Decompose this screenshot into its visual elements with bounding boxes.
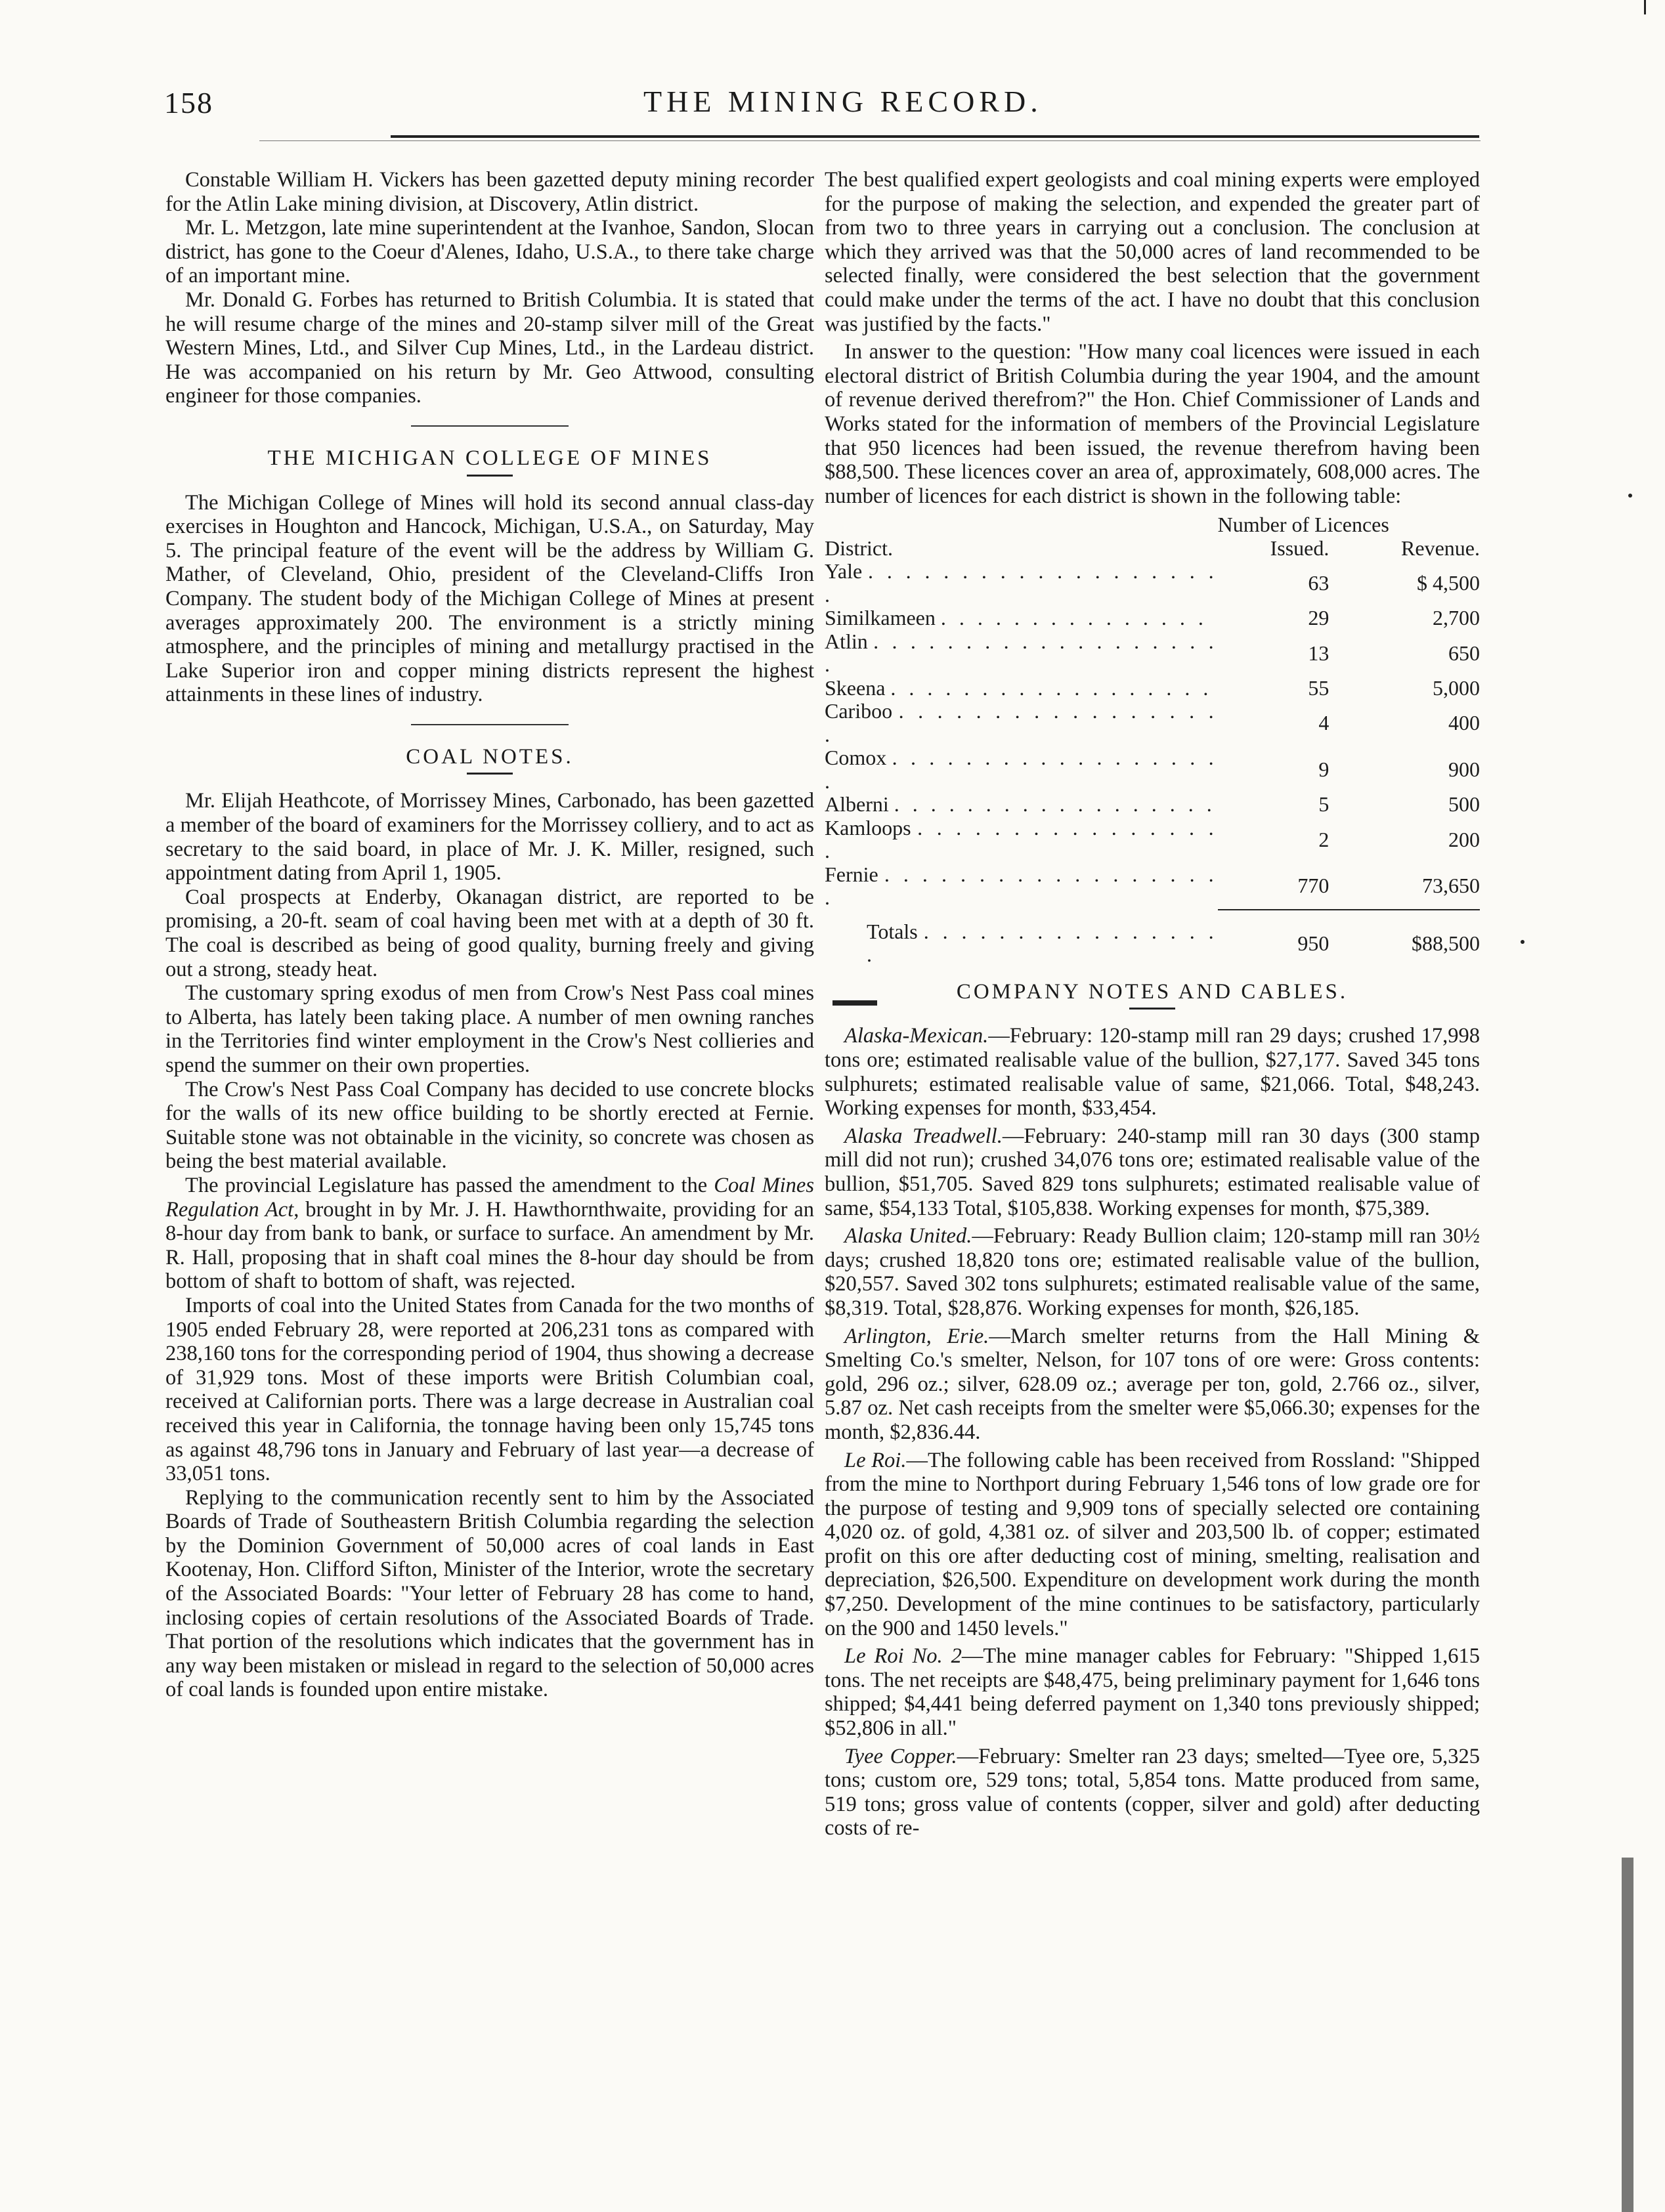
district-name: Kamloops (825, 815, 911, 840)
paragraph-metzgon: Mr. L. Metzgon, late mine superintendent at the Ivanhoe, Sandon, Slocan district, has gone to the Coeur d'Alenes, Idaho, U.S.A., to there take charge of an important mine. (165, 216, 814, 288)
company-text: —The mine manager cables for February: "Shipped 1,615 tons. The net receipts are $48,475, being preliminary payment for 1,646 tons shipped; $4,441 being deferred payment on 1,340 tons previously shipped; $52,806 in all." (825, 1644, 1480, 1741)
text-run: The provincial Legislature has passed the amendment to the (185, 1173, 714, 1197)
company-item (825, 1644, 1480, 1740)
right-column (825, 168, 1480, 1840)
table-row (825, 793, 1480, 817)
district-name: Atlin (825, 629, 868, 653)
issued-cell: 63 (1308, 571, 1330, 595)
leader-dots: . . . . . . . . . . . . . . . . . . . . (825, 629, 1218, 677)
company-name: Alaska Treadwell. (844, 1124, 1003, 1148)
revenue-cell: 2,700 (1433, 606, 1480, 630)
issued-cell: 2 (1318, 827, 1330, 851)
header-number-of-licences: Number of Licences (1217, 513, 1389, 537)
company-name: Le Roi. (844, 1448, 907, 1472)
paragraph-legislature (165, 1174, 814, 1294)
revenue-cell: $ 4,500 (1417, 571, 1480, 595)
page-number: 158 (164, 86, 213, 119)
company-text: —February: Smelter ran 23 days; smelted—Tyee ore, 5,325 tons; custom ore, 529 tons; total, 5,854 tons. Matte produced from same, 519 tons; gross value of contents (copper, silver and gold) after deducting costs of re- (825, 1744, 1480, 1840)
table-row (825, 677, 1480, 700)
company-text: —March smelter returns from the Hall Mining & Smelting Co.'s smelter, Nelson, for 107 tons of ore were: Gross contents: gold, 296 oz.; silver, 628.09 oz.; average per ton, gold, 2.766 oz., silver, 5.87 oz. Net cash receipts from the smelter were $5,066.30; expenses for the month, $2,836.44. (825, 1324, 1480, 1444)
paragraph-continuation: The best qualified expert geologists and coal mining experts were employed for the purpose of making the selection, and expended the greater part of from two to three years in carrying out a conclusion. The conclusion at which they arrived was that the 50,000 acres of land recommended to be selected finally, were considered the best selection that the government could make under the terms of the act. I have no doubt that this conclusion was justified by the facts." (825, 168, 1480, 336)
district-cell (825, 630, 1218, 677)
section-divider (411, 724, 569, 725)
district-cell (825, 746, 1218, 793)
company-item (825, 1325, 1480, 1445)
totals-label: Totals (867, 919, 918, 943)
district-name: Fernie (825, 862, 878, 886)
company-notes-title: COMPANY NOTES AND CABLES. (956, 979, 1349, 1004)
district-cell (825, 863, 1218, 910)
margin-mark-low (1521, 940, 1524, 944)
issued-cell: 770 (1218, 863, 1330, 910)
licence-table (825, 513, 1480, 967)
title-rule (467, 773, 513, 775)
paragraph-vickers: Constable William H. Vickers has been gazetted deputy mining recorder for the Atlin Lake mining division, at Discovery, Atlin district. (165, 168, 814, 216)
section-divider (411, 425, 569, 427)
company-name: Arlington, Erie. (844, 1324, 989, 1348)
paragraph-sifton: Replying to the communication recently sent to him by the Associated Boards of Trade of Southeastern British Columbia regarding the selection by the Dominion Government of 50,000 acres of coal lands in East Kootenay, Hon. Clifford Sifton, Minister of the Interior, wrote the secretary of the Associated Boards: "Your letter of February 28 has come to hand, inclosing copies of certain resolutions of the Associated Boards of Trade. That portion of the resolutions which indicates that the government has in any way been mistaken or mislead in regard to the selection of 50,000 acres of coal lands is founded upon entire mistake. (165, 1485, 814, 1702)
leader-dots: . . . . . . . . . . . . . . . . . . . (825, 862, 1218, 910)
company-name: Tyee Copper. (844, 1744, 957, 1768)
district-cell (825, 817, 1218, 863)
paragraph-licences: In answer to the question: "How many coal licences were issued in each electoral district of British Columbia during the year 1904, and the amount of revenue derived therefrom?" the Hon. Chief Commissioner of Lands and Works stated for the information of members of the Provincial Legislature that 950 licences had been issued, the revenue therefrom having been $88,500. These licences cover an area of, approximately, 608,000 acres. The number of licences for each district is shown in the following table: (825, 340, 1480, 508)
company-item (825, 1745, 1480, 1840)
revenue-cell: 500 (1448, 792, 1480, 817)
michigan-title: THE MICHIGAN COLLEGE OF MINES (267, 446, 712, 470)
totals-cell (825, 910, 1218, 967)
table-row (825, 700, 1480, 746)
paragraph-michigan: The Michigan College of Mines will hold its second annual class-day exercises in Houghton and Hancock, Michigan, U.S.A., on Saturday, May 5. The principal feature of the event will be the address by William G. Mather, of Cleveland, Ohio, president of the Cleveland-Cliffs Iron Company. The student body of the Michigan College of Mines at present averages approximately 200. The environment is a strictly mining atmosphere, and the principles of mining and metallurgy practised in the Lake Superior iron and copper mining districts represent the highest attainments in these lines of industry. (165, 490, 814, 707)
company-name: Alaska United. (844, 1224, 972, 1248)
district-name: Alberni (825, 792, 889, 817)
revenue-cell: 400 (1448, 711, 1480, 735)
company-text: —February: 120-stamp mill ran 29 days; crushed 17,998 tons ore; estimated realisable value of the bullion, $27,177. Saved 345 tons sulphurets; estimated realisable value of same, $21,066. Total, $48,243. Working expenses for month, $33,454. (825, 1024, 1480, 1120)
company-item (825, 1449, 1480, 1641)
company-item (825, 1124, 1480, 1220)
leader-dots: . . . . . . . . . . . . . . . . . (867, 919, 1218, 967)
table-row (825, 817, 1480, 863)
paragraph-imports: Imports of coal into the United States from Canada for the two months of 1905 ended February 28, were reported at 206,231 tons as compared with 238,160 tons for the corresponding period of 1904, thus showing a decrease of 31,929 tons. Most of these imports were British Columbian coal, received at Californian ports. There was a large decrease in Australian coal received this year in California, the tonnage having been only 15,745 tons as against 48,796 tons in January and February of last year—a decrease of 33,051 tons. (165, 1293, 814, 1486)
company-name: Le Roi No. 2 (844, 1644, 962, 1669)
company-item (825, 1224, 1480, 1320)
district-name: Skeena (825, 675, 886, 700)
table-row (825, 630, 1480, 677)
totals-row (825, 910, 1480, 967)
issued-cell: 29 (1308, 606, 1330, 630)
binding-edge (1622, 1858, 1633, 2212)
title-rule (467, 475, 513, 477)
issued-cell: 13 (1308, 641, 1330, 665)
district-cell (825, 793, 1218, 817)
total-revenue: $88,500 (1412, 931, 1480, 956)
title-rule (1129, 1008, 1175, 1010)
revenue-cell: 5,000 (1433, 675, 1480, 700)
revenue-cell: 900 (1448, 757, 1480, 782)
leader-dots: . . . . . . . . . . . . . . . . . . . (825, 746, 1218, 793)
issued-cell: 4 (1318, 711, 1330, 735)
district-name: Cariboo (825, 699, 893, 723)
text-run: , brought in by Mr. J. H. Hawthornthwaite, providing for an 8-hour day from bank to bank, or surface to surface. An amendment by Mr. R. Hall, proposing that in shaft coal mines the 8-hour day should be from bottom of shaft to bottom of shaft, was rejected. (165, 1197, 814, 1294)
total-issued: 950 (1297, 931, 1330, 956)
left-column (165, 168, 814, 1702)
company-text: —The following cable has been received from Rossland: "Shipped from the mine to Northport during February 1,546 tons of low grade ore for the purpose of testing and 9,909 tons of specially selected ore containing 4,020 oz. of gold, 4,381 oz. of silver and 203,500 lb. of copper; estimated profit on this ore after deducting cost of mining, smelting, realisation and depreciation, $26,500. Expenditure on development work during the month $7,250. Development of the mine continues to be satisfactory, particularly on the 900 and 1450 levels." (825, 1448, 1480, 1640)
company-text: —February: Ready Bullion claim; 120-stamp mill ran 30½ days; crushed 18,820 tons ore; estimated realisable value of the bullion, $20,557. Saved 302 tons sulphurets; estimated realisable value of the same, $8,319. Total, $28,876. Working expenses for month, $26,185. (825, 1224, 1480, 1320)
act-name: Coal Mines Regulation Act (165, 1173, 814, 1222)
header-rule-thin (259, 140, 1481, 141)
issued-cell: 9 (1318, 757, 1330, 782)
paragraph-heathcote: Mr. Elijah Heathcote, of Morrissey Mines, Carbonado, has been gazetted a member of the board of examiners for the Morrissey colliery, and to act as secretary to the said board, in place of Mr. J. K. Miller, resigned, such appointment dating from April 1, 1905. (165, 789, 814, 885)
district-name: Comox (825, 746, 887, 770)
district-cell (825, 700, 1218, 746)
company-item (825, 1024, 1480, 1120)
table-row (825, 863, 1480, 910)
district-cell (825, 677, 1218, 700)
issued-cell: 55 (1308, 675, 1330, 700)
leader-dots: . . . . . . . . . . . . . . . . . . (894, 792, 1216, 817)
district-name: Yale (825, 559, 863, 584)
header-spacer (825, 513, 1218, 537)
paragraph-enderby: Coal prospects at Enderby, Okanagan district, are reported to be promising, a 20-ft. seam of coal having been met with at a depth of 30 ft. The coal is described as being of good quality, burning freely and giving out a strong, steady heat. (165, 885, 814, 981)
paragraph-concrete: The Crow's Nest Pass Coal Company has decided to use concrete blocks for the walls of its new office building to be shortly erected at Fernie. Suitable stone was not obtainable in the vicinity, so concrete was chosen as being the best material available. (165, 1077, 814, 1174)
leader-dots: . . . . . . . . . . . . . . . . . . (825, 699, 1218, 746)
revenue-cell: 200 (1448, 827, 1480, 851)
district-name: Similkameen (825, 606, 936, 630)
district-cell (825, 560, 1218, 606)
table-row (825, 560, 1480, 606)
margin-mark-mid (1628, 494, 1632, 498)
revenue-cell: 73,650 (1329, 863, 1480, 910)
coal-notes-title: COAL NOTES. (406, 744, 574, 769)
paragraph-forbes: Mr. Donald G. Forbes has returned to British Columbia. It is stated that he will resume charge of the mines and 20-stamp silver mill of the Great Western Mines, Ltd., and Silver Cup Mines, Ltd., in the Lardeau district. He was accompanied on his return by Mr. Geo Attwood, consulting engineer for those companies. (165, 287, 814, 408)
table-row (825, 746, 1480, 793)
leader-dots: . . . . . . . . . . . . . . . . . . . . (825, 559, 1218, 606)
district-cell (825, 606, 1218, 630)
company-name: Alaska-Mexican. (844, 1024, 989, 1048)
leader-dots: . . . . . . . . . . . . . . . (940, 606, 1207, 630)
company-text: —February: 240-stamp mill ran 30 days (300 stamp mill did not run); crushed 34,076 tons ore; estimated realisable value of the bullion, $51,705. Saved 829 tons sulphurets; estimated realisable value of same, $54,133 Total, $105,838. Working expenses for month, $75,389. (825, 1124, 1481, 1220)
running-head: THE MINING RECORD. (643, 85, 1043, 118)
leader-dots: . . . . . . . . . . . . . . . . . . (890, 675, 1213, 700)
header-rule (391, 135, 1479, 138)
leader-dots: . . . . . . . . . . . . . . . . . (825, 815, 1218, 863)
revenue-cell: 650 (1448, 641, 1480, 665)
header-revenue: Revenue. (1401, 536, 1480, 560)
paragraph-exodus: The customary spring exodus of men from Crow's Nest Pass coal mines to Alberta, has lately been taking place. A number of men owning ranches in the Territories find winter employment in the Crow's Nest collieries and spend the summer on their own properties. (165, 981, 814, 1077)
issued-cell: 5 (1318, 792, 1330, 817)
table-row (825, 606, 1480, 630)
header-issued: Issued. (1270, 536, 1330, 560)
header-district: District. (825, 536, 893, 560)
margin-mark-top (1644, 0, 1646, 14)
